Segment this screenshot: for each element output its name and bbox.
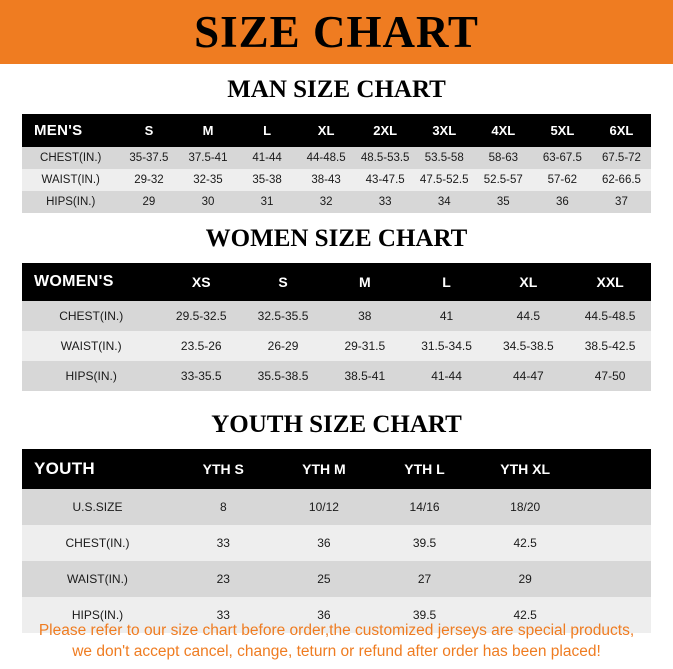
cell: 38-43: [311, 174, 341, 186]
cell: 41: [439, 309, 454, 323]
cell: 29-32: [134, 174, 164, 186]
man-col-header: 4XL: [491, 123, 516, 138]
cell: 37: [615, 196, 628, 208]
cell: 41-44: [431, 369, 462, 383]
women-table-body: [22, 301, 651, 391]
table-row: [22, 561, 651, 597]
table-row: [22, 147, 651, 169]
cell: 44-48.5: [306, 152, 346, 164]
man-size-table: [22, 114, 651, 213]
man-col-header: 6XL: [609, 123, 634, 138]
cell: 18/20: [510, 500, 541, 514]
table-row: [22, 489, 651, 525]
man-corner-label: MEN'S: [34, 122, 83, 139]
cell: 52.5-57: [483, 174, 523, 186]
women-col-header: M: [358, 274, 371, 290]
cell: 14/16: [409, 500, 440, 514]
cell: 36: [555, 196, 569, 208]
row-label: WAIST(IN.): [41, 174, 100, 186]
man-col-header: XL: [317, 123, 335, 138]
women-corner-label: WOMEN'S: [34, 273, 114, 290]
youth-header-spacer: [575, 449, 651, 489]
youth-section-title: YOUTH SIZE CHART: [211, 411, 462, 438]
youth-size-table: [22, 449, 651, 633]
cell: 41-44: [252, 152, 282, 164]
cell-spacer: [575, 525, 651, 561]
cell: 33: [216, 608, 230, 622]
cell: 29: [518, 572, 532, 586]
cell: 31.5-34.5: [421, 339, 472, 353]
cell: 47.5-52.5: [419, 174, 469, 186]
row-label: HIPS(IN.): [71, 608, 124, 622]
table-row: [22, 361, 651, 391]
women-size-table: [22, 263, 651, 391]
row-label: CHEST(IN.): [65, 536, 130, 550]
cell: 57-62: [547, 174, 578, 186]
row-label: CHEST(IN.): [59, 309, 124, 323]
footer-note: [0, 621, 673, 663]
youth-col-header: YTH XL: [500, 461, 551, 477]
table-header-row: [22, 263, 651, 301]
cell: 30: [201, 196, 215, 208]
cell: 34.5-38.5: [502, 339, 554, 353]
youth-col-header: YTH L: [404, 461, 445, 477]
cell: 10/12: [308, 500, 339, 514]
man-section-title: MAN SIZE CHART: [227, 76, 446, 103]
table-row: [22, 169, 651, 191]
cell: 58-63: [488, 152, 518, 164]
man-table-head: [22, 114, 651, 147]
page-banner: [0, 0, 673, 64]
cell: 36: [317, 536, 331, 550]
cell: 38.5-42.5: [584, 339, 636, 353]
cell: 23.5-26: [180, 339, 222, 353]
cell-spacer: [575, 489, 651, 525]
cell-spacer: [575, 561, 651, 597]
row-label: WAIST(IN.): [67, 572, 128, 586]
cell: 42.5: [513, 536, 537, 550]
cell: 35: [496, 196, 510, 208]
cell: 33: [216, 536, 230, 550]
table-header-row: [22, 449, 651, 489]
cell: 29.5-32.5: [175, 309, 227, 323]
cell: 29-31.5: [344, 339, 386, 353]
cell: 63-67.5: [542, 152, 582, 164]
women-table-wrap: [0, 263, 673, 391]
cell: 44-47: [512, 369, 544, 383]
footer-note-line-2: we don't accept cancel, change, teturn or refund after order has been placed!: [72, 643, 601, 661]
youth-table-wrap: [0, 449, 673, 633]
table-row: [22, 191, 651, 213]
youth-table-body: [22, 489, 651, 633]
man-table-wrap: [0, 114, 673, 213]
cell: 39.5: [412, 608, 437, 622]
man-col-header: L: [263, 123, 272, 138]
footer-note-line-1: Please refer to our size chart before order,the customized jerseys are special products,: [38, 622, 635, 640]
cell: 32-35: [193, 174, 223, 186]
women-col-header: S: [278, 274, 288, 290]
cell: 53.5-58: [424, 152, 464, 164]
table-row: [22, 301, 651, 331]
cell: 27: [417, 572, 432, 586]
youth-col-header: YTH M: [302, 461, 346, 477]
man-col-header: S: [144, 123, 154, 138]
cell: 35-37.5: [129, 152, 169, 164]
cell: 62-66.5: [601, 174, 641, 186]
cell: 48.5-53.5: [360, 152, 410, 164]
cell: 26-29: [267, 339, 299, 353]
table-header-row: [22, 114, 651, 147]
cell: 67.5-72: [601, 152, 641, 164]
youth-table-head: [22, 449, 651, 489]
cell: 23: [216, 572, 230, 586]
row-label: U.S.SIZE: [72, 500, 123, 514]
cell: 43-47.5: [365, 174, 405, 186]
cell: 44.5: [516, 309, 540, 323]
cell: 33-35.5: [180, 369, 222, 383]
women-table-head: [22, 263, 651, 301]
cell: 31: [260, 196, 274, 208]
cell: 25: [317, 572, 331, 586]
row-label: HIPS(IN.): [46, 196, 96, 208]
cell: 38.5-41: [344, 369, 386, 383]
row-label: WAIST(IN.): [60, 339, 122, 353]
table-row: [22, 331, 651, 361]
cell: 35-38: [252, 174, 282, 186]
women-section-title: WOMEN SIZE CHART: [205, 225, 468, 252]
women-col-header: XL: [519, 274, 538, 290]
cell: 47-50: [594, 369, 626, 383]
cell: 35.5-38.5: [257, 369, 309, 383]
man-col-header: M: [202, 123, 214, 138]
women-col-header: XXL: [596, 274, 624, 290]
man-col-header: 3XL: [432, 123, 457, 138]
cell: 8: [219, 500, 227, 514]
man-table-body: [22, 147, 651, 213]
cell: 32: [319, 196, 333, 208]
cell: 37.5-41: [188, 152, 228, 164]
page-title: SIZE CHART: [194, 6, 479, 57]
row-label: HIPS(IN.): [65, 369, 117, 383]
cell: 34: [437, 196, 451, 208]
cell: 33: [378, 196, 392, 208]
cell: 32.5-35.5: [257, 309, 309, 323]
women-col-header: XS: [191, 274, 211, 290]
youth-col-header: YTH S: [202, 461, 244, 477]
cell: 39.5: [412, 536, 437, 550]
cell: 44.5-48.5: [584, 309, 636, 323]
cell: 38: [358, 309, 372, 323]
cell: 42.5: [513, 608, 537, 622]
row-label: CHEST(IN.): [40, 152, 102, 164]
youth-corner-label: YOUTH: [34, 459, 95, 478]
women-col-header: L: [442, 274, 451, 290]
man-col-header: 2XL: [373, 123, 398, 138]
cell: 36: [317, 608, 331, 622]
cell: 29: [142, 196, 156, 208]
man-col-header: 5XL: [550, 123, 575, 138]
table-row: [22, 525, 651, 561]
